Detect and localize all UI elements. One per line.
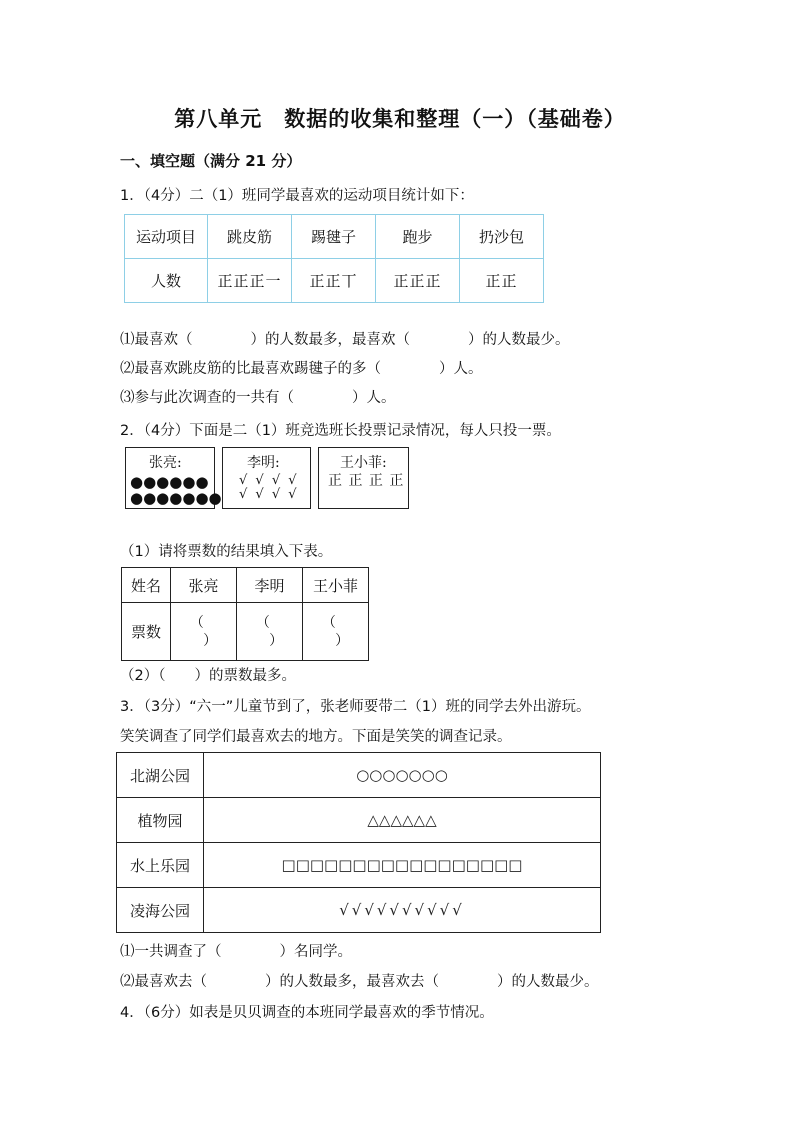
tally-cell: 正正正 bbox=[376, 259, 460, 303]
table-cell: 张亮 bbox=[171, 568, 237, 603]
vote-box-name: 张亮: bbox=[149, 455, 182, 471]
table-cell: 运动项目 bbox=[125, 215, 208, 259]
question-1-sub-3: ⑶参与此次调查的一共有（ ）人。 bbox=[120, 390, 396, 406]
table-cell: 姓名 bbox=[122, 568, 171, 603]
vote-checks-row: √ √ √ √ bbox=[239, 487, 299, 502]
circle-marks: ○○○○○○○ bbox=[204, 753, 601, 798]
vote-dots-row: ●●●●●●● bbox=[130, 489, 222, 507]
sports-tally-table bbox=[124, 214, 544, 303]
table-row bbox=[125, 259, 544, 303]
tally-cell: 正正正一 bbox=[208, 259, 292, 303]
question-3-sub-2: ⑵最喜欢去（ ）的人数最多，最喜欢去（ ）的人数最少。 bbox=[120, 974, 599, 990]
question-1-sub-2: ⑵最喜欢跳皮筋的比最喜欢踢毽子的多（ ）人。 bbox=[120, 361, 483, 377]
vote-dots-row: ●●●●●● bbox=[130, 473, 209, 491]
vote-box-name: 李明: bbox=[247, 455, 280, 471]
tally-cell: 正正丅 bbox=[292, 259, 376, 303]
table-row bbox=[117, 843, 601, 888]
table-cell: 北湖公园 bbox=[117, 753, 204, 798]
answer-blank: （ ） bbox=[321, 614, 350, 649]
triangle-marks: △△△△△△ bbox=[204, 798, 601, 843]
answer-blank: （ ） bbox=[189, 614, 218, 649]
vote-box-liming bbox=[222, 447, 311, 509]
question-3-intro: 3．（3分）“六一”儿童节到了，张老师要带二（1）班的同学去外出游玩。 bbox=[120, 699, 591, 715]
vote-tally-row: 正 正 正 正 bbox=[328, 473, 405, 489]
question-2-sub-2: （2）（ ）的票数最多。 bbox=[120, 668, 296, 684]
table-cell: 凌海公园 bbox=[117, 888, 204, 933]
tally-cell: 正正 bbox=[460, 259, 544, 303]
question-2-intro: 2．（4分）下面是二（1）班竞选班长投票记录情况，每人只投一票。 bbox=[120, 423, 561, 439]
page-title: 第八单元 数据的收集和整理（一）（基础卷） bbox=[174, 107, 626, 131]
table-cell: 票数 bbox=[122, 603, 171, 661]
table-row bbox=[125, 215, 544, 259]
table-cell: 踢毽子 bbox=[292, 215, 376, 259]
answer-blank: （ ） bbox=[255, 614, 284, 649]
question-3-sub-1: ⑴一共调查了（ ）名同学。 bbox=[120, 944, 352, 960]
vote-box-zhangliang bbox=[125, 447, 222, 509]
square-marks: □□□□□□□□□□□□□□□□□ bbox=[204, 843, 601, 888]
answer-cell[interactable] bbox=[237, 603, 303, 661]
question-1-sub-1: ⑴最喜欢（ ）的人数最多，最喜欢（ ）的人数最少。 bbox=[120, 332, 570, 348]
table-cell: 扔沙包 bbox=[460, 215, 544, 259]
vote-result-table bbox=[121, 567, 369, 661]
table-row bbox=[122, 603, 369, 661]
table-row bbox=[122, 568, 369, 603]
table-cell: 跑步 bbox=[376, 215, 460, 259]
table-row bbox=[117, 753, 601, 798]
table-cell: 李明 bbox=[237, 568, 303, 603]
question-1-intro: 1．（4分）二（1）班同学最喜欢的运动项目统计如下： bbox=[120, 188, 474, 204]
table-row bbox=[117, 888, 601, 933]
vote-checks-row: √ √ √ √ bbox=[239, 473, 299, 488]
table-cell: 水上乐园 bbox=[117, 843, 204, 888]
question-2-sub-1: （1）请将票数的结果填入下表。 bbox=[120, 544, 333, 560]
vote-box-name: 王小菲: bbox=[340, 455, 387, 471]
table-cell: 植物园 bbox=[117, 798, 204, 843]
section-heading: 一、填空题（满分 21 分） bbox=[120, 152, 302, 170]
check-marks: √√√√√√√√√√ bbox=[204, 888, 601, 933]
vote-box-wangxiaofei bbox=[318, 447, 409, 509]
table-cell: 王小菲 bbox=[303, 568, 369, 603]
table-cell: 跳皮筋 bbox=[208, 215, 292, 259]
question-4-intro: 4．（6分）如表是贝贝调查的本班同学最喜欢的季节情况。 bbox=[120, 1005, 494, 1021]
question-3-intro-2: 笑笑调查了同学们最喜欢去的地方。下面是笑笑的调查记录。 bbox=[120, 729, 512, 745]
table-row bbox=[117, 798, 601, 843]
answer-cell[interactable] bbox=[303, 603, 369, 661]
survey-record-table bbox=[116, 752, 601, 933]
answer-cell[interactable] bbox=[171, 603, 237, 661]
table-cell: 人数 bbox=[125, 259, 208, 303]
